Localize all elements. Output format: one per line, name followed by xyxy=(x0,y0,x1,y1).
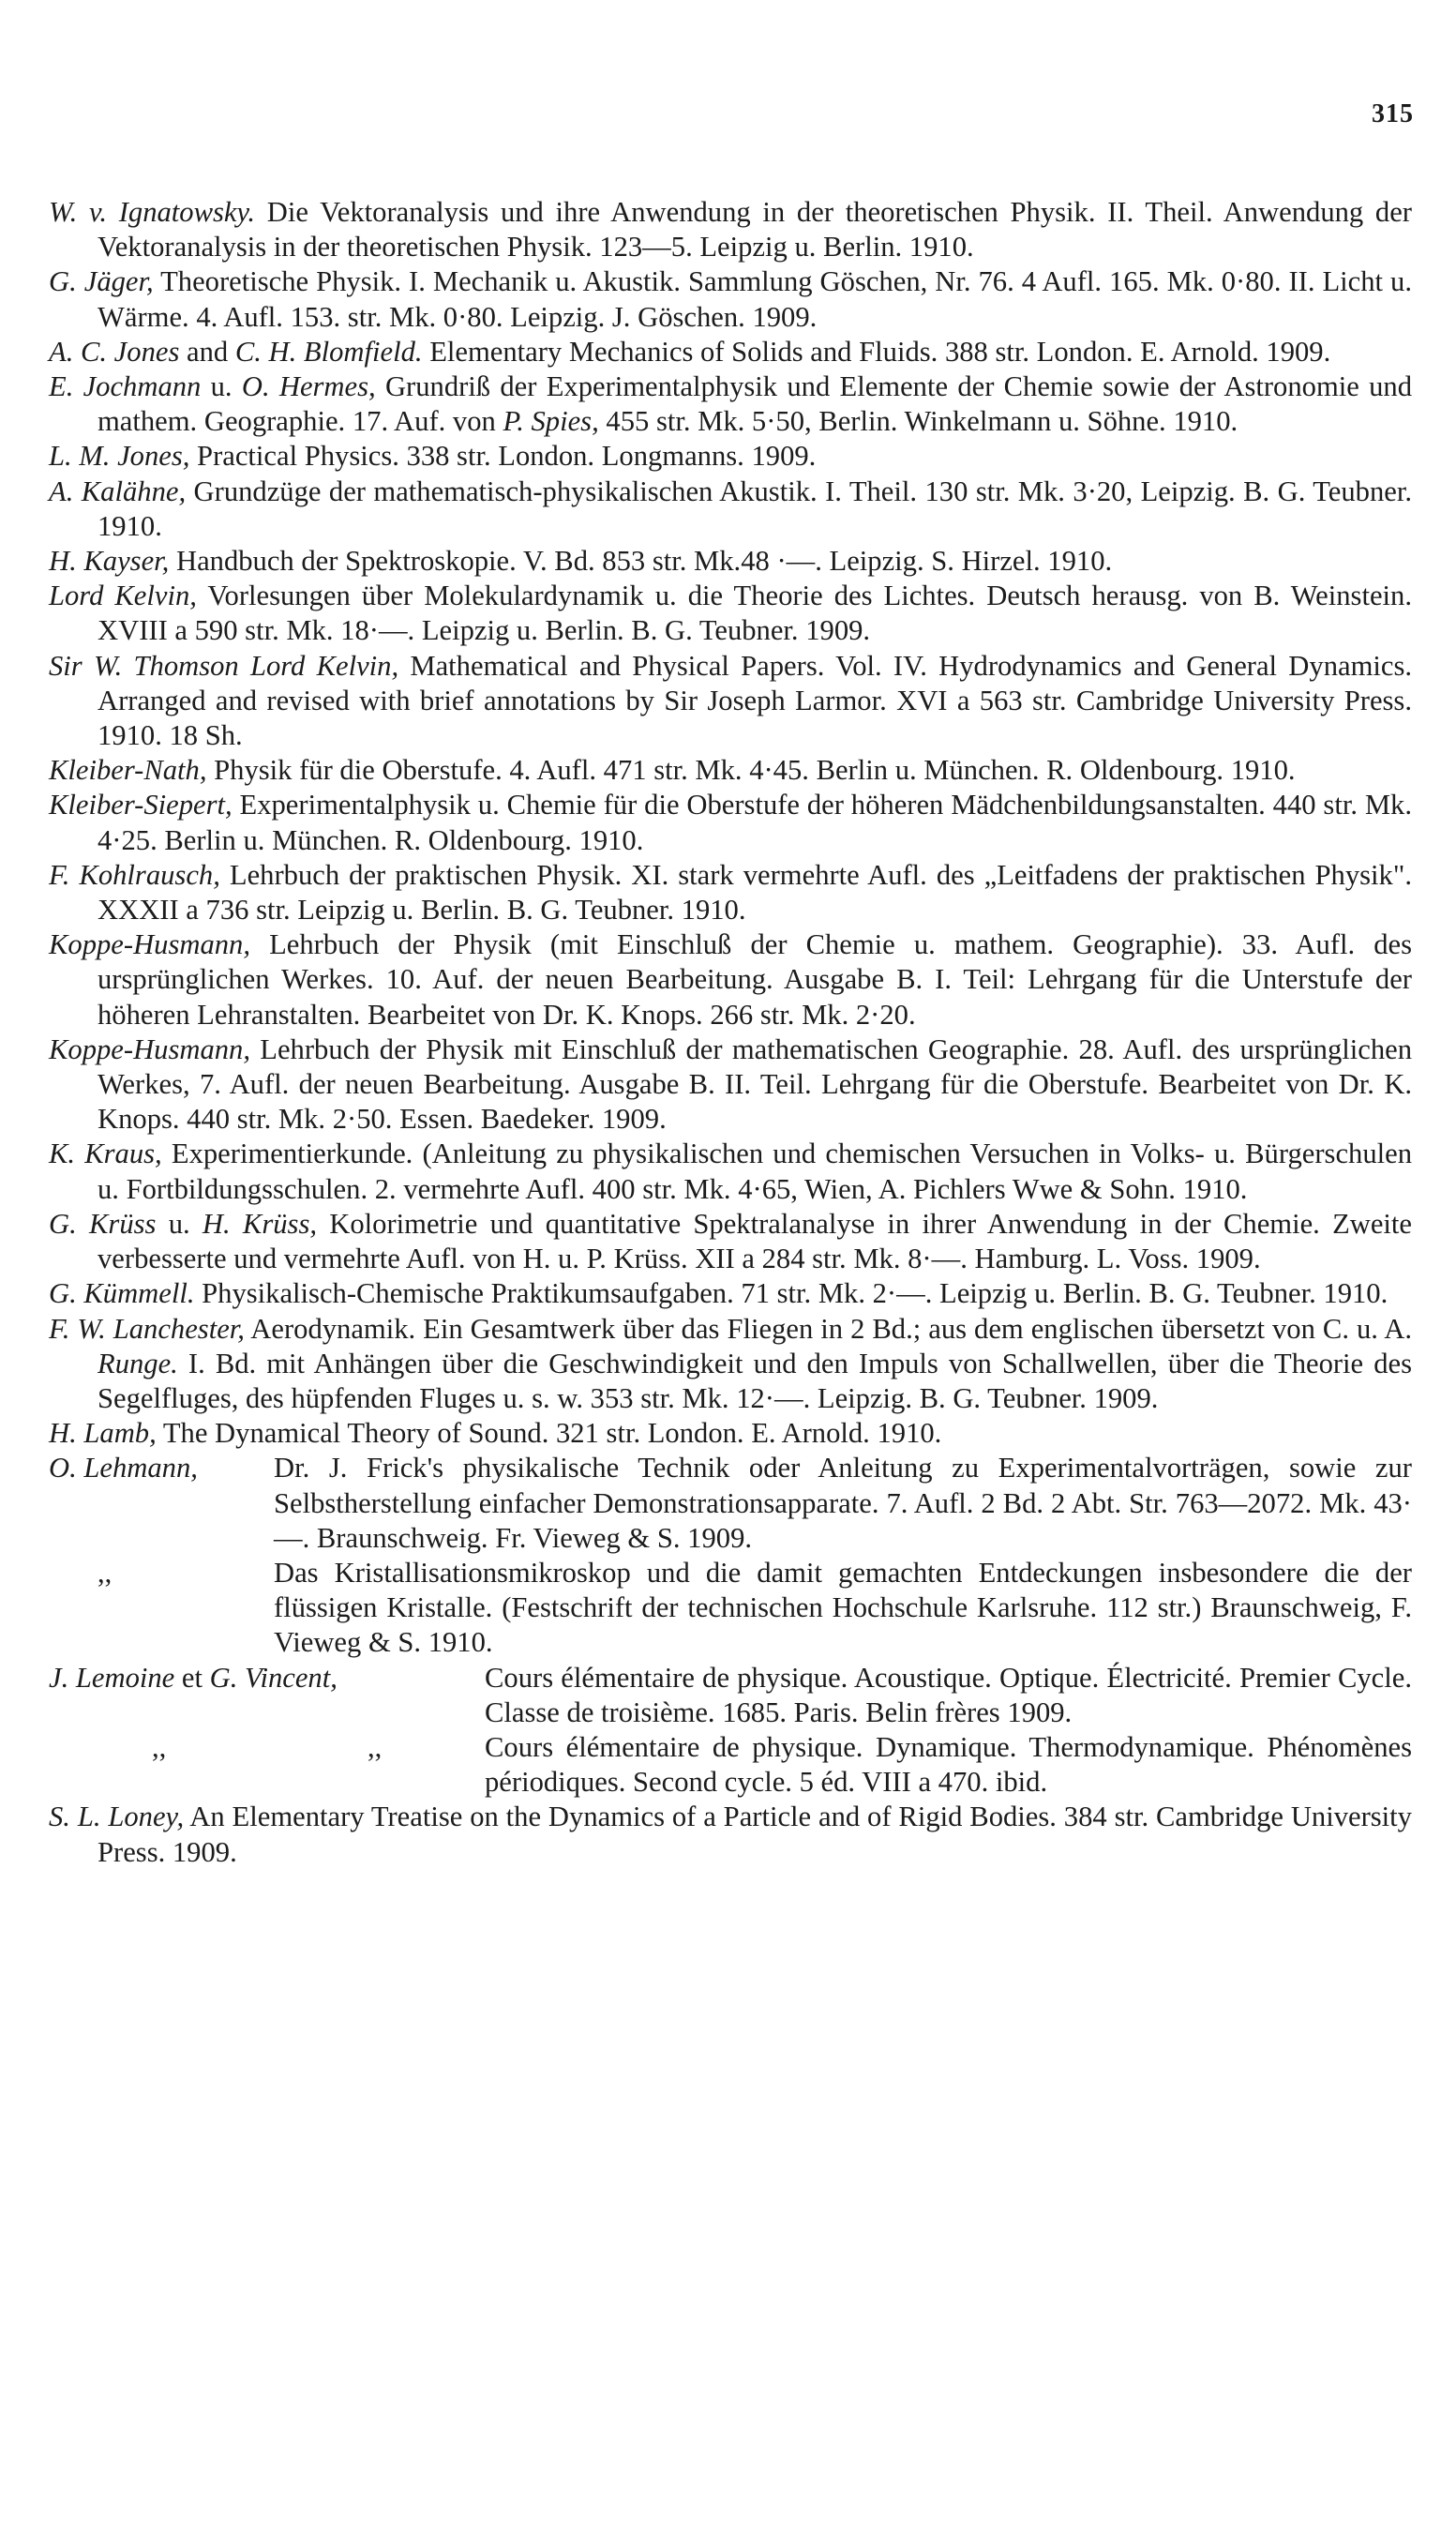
bibliography-entry xyxy=(49,1276,1412,1311)
entry-author: F. Kohlrausch, xyxy=(49,858,220,891)
entry-text: Aerodynamik. Ein Gesamtwerk über das Fliegen in 2 Bd.; aus dem englischen übersetzt von C. u. A. xyxy=(244,1312,1412,1345)
entry-text: Dr. J. Frick's physikalische Technik oder Anleitung zu Experimentalvorträgen, sowie zur Selbstherstellung einfacher Demonstrationsapparate. 7. Aufl. 2 Bd. 2 Abt. Str. 763—2072. Mk. 43·—. Braunschweig. Fr. Vieweg & S. 1909. xyxy=(274,1452,1412,1554)
bibliography-entry xyxy=(49,858,1412,927)
bibliography-entry xyxy=(49,439,1412,474)
entry-connector: and xyxy=(179,335,235,368)
entry-text: Practical Physics. 338 str. London. Longmanns. 1909. xyxy=(189,440,817,473)
bibliography-entry xyxy=(49,1312,1412,1417)
bibliography-entry xyxy=(49,753,1412,788)
entry-author: F. W. Lanchester, xyxy=(49,1312,245,1345)
entry-connector: u. xyxy=(156,1207,203,1240)
entry-author: A. Kalähne, xyxy=(49,475,187,507)
entry-editor: P. Spies, xyxy=(503,405,599,438)
entry-editor: Runge. xyxy=(98,1347,178,1379)
entry-author: O. Lehmann, xyxy=(49,1452,198,1484)
ditto-mark: ,, xyxy=(368,1730,383,1763)
bibliography-entry xyxy=(49,1137,1412,1206)
entry-author: Kleiber-Nath, xyxy=(49,754,207,787)
entry-author: G. Kümmell. xyxy=(49,1277,195,1310)
entry-text: Experimentalphysik u. Chemie für die Oberstufe der höheren Mädchenbildungsanstalten. 440 str. Mk. 4·25. Berlin u. München. R. Oldenbourg. 1910. xyxy=(98,789,1412,856)
entry-author: L. M. Jones, xyxy=(49,440,190,473)
entry-author: E. Jochmann xyxy=(49,370,202,403)
bibliography-entry xyxy=(49,579,1412,648)
entry-author: G. Krüss xyxy=(49,1207,157,1240)
entry-author: J. Lemoine xyxy=(49,1661,175,1694)
entry-text: I. Bd. mit Anhängen über die Geschwindigkeit und den Impuls von Schallwellen, über die Theorie des Segelfluges, des hüpfenden Fluges u. s. w. 353 str. Mk. 12·—. Leipzig. B. G. Teubner. 1909. xyxy=(98,1347,1412,1414)
entry-connector: et xyxy=(174,1661,210,1694)
bibliography-entry xyxy=(49,195,1412,264)
bibliography-entry xyxy=(49,335,1412,369)
entry-text: Kolorimetrie und quantitative Spektralanalyse in ihrer Anwendung in der Chemie. Zweite verbesserte und vermehrte Aufl. von H. u. P. Krüss. XII a 284 str. Mk. 8·—. Hamburg. L. Voss. 1909. xyxy=(98,1207,1413,1275)
entry-text: An Elementary Treatise on the Dynamics of a Particle and of Rigid Bodies. 384 str. Cambridge University Press. 1909. xyxy=(98,1801,1412,1868)
entry-author: W. v. Ignatowsky. xyxy=(49,196,256,228)
entry-text: Grundriß der Experimentalphysik und Elemente der Chemie sowie der Astronomie und mathem. Geographie. 17. Auf. von xyxy=(98,370,1412,438)
entry-text: Theoretische Physik. I. Mechanik u. Akustik. Sammlung Göschen, Nr. 76. 4 Aufl. 165. Mk. 0·80. II. Licht u. Wärme. 4. Aufl. 153. str. Mk. 0·80. Leipzig. J. Göschen. 1909. xyxy=(98,265,1412,333)
bibliography-entry xyxy=(49,927,1412,1032)
entry-author: H. Kayser, xyxy=(49,545,170,578)
entry-text: Das Kristallisationsmikroskop und die damit gemachten Entdeckungen insbesondere die der flüssigen Kristalle. (Festschrift der technischen Hochschule Karlsruhe. 112 str.) Braunschweig, F. Vieweg & S. 1910. xyxy=(274,1556,1412,1659)
entry-text: Elementary Mechanics of Solids and Fluids. 388 str. London. E. Arnold. 1909. xyxy=(422,335,1331,368)
entry-text: Lehrbuch der Physik (mit Einschluß der Chemie u. mathem. Geographie). 33. Aufl. des ursprünglichen Werkes. 10. Auf. der neuen Bearbeitung. Ausgabe B. I. Teil: Lehrgang für die Unterstufe der höheren Lehranstalten. Bearbeitet von Dr. K. Knops. 266 str. Mk. 2·20. xyxy=(98,928,1412,1031)
bibliography-entry xyxy=(49,369,1412,439)
entry-author: Koppe-Husmann, xyxy=(49,1032,250,1065)
bibliography-entry-lehmann xyxy=(49,1451,1412,1660)
bibliography-entry xyxy=(49,649,1412,754)
entry-connector: u. xyxy=(201,370,242,403)
entry-text: Handbuch der Spektroskopie. V. Bd. 853 str. Mk.48 ·—. Leipzig. S. Hirzel. 1910. xyxy=(169,545,1113,578)
ditto-mark: ,, xyxy=(98,1556,113,1589)
bibliography-entry xyxy=(49,1416,1412,1451)
entry-author: H. Lamb, xyxy=(49,1417,157,1450)
bibliography-entry xyxy=(49,1800,1412,1869)
entry-author: G. Jäger, xyxy=(49,265,154,298)
bibliography-entry xyxy=(49,264,1412,334)
entry-author: Sir W. Thomson Lord Kelvin, xyxy=(49,649,399,682)
entry-author: K. Kraus, xyxy=(49,1138,162,1170)
entry-text: Cours élémentaire de physique. Dynamique. Thermodynamique. Phénomènes périodiques. Second cycle. 5 éd. VIII a 470. ibid. xyxy=(485,1730,1412,1799)
bibliography-entry xyxy=(49,544,1412,579)
bibliography-entry xyxy=(49,1032,1412,1138)
entry-text: 455 str. Mk. 5·50, Berlin. Winkelmann u. Söhne. 1910. xyxy=(598,405,1238,438)
entry-text: Physikalisch-Chemische Praktikumsaufgaben. 71 str. Mk. 2·—. Leipzig u. Berlin. B. G. Teubner. 1910. xyxy=(194,1277,1388,1310)
entry-author: A. C. Jones xyxy=(49,335,180,368)
entry-author: S. L. Loney, xyxy=(49,1801,185,1833)
entry-text: Grundzüge der mathematisch-physikalischen Akustik. I. Theil. 130 str. Mk. 3·20, Leipzig. B. G. Teubner. 1910. xyxy=(98,475,1412,542)
bibliography-entry xyxy=(49,1207,1412,1276)
entry-text: Lehrbuch der Physik mit Einschluß der mathematischen Geographie. 28. Aufl. des ursprünglichen Werkes, 7. Aufl. der neuen Bearbeitung. Ausgabe B. II. Teil. Lehrgang für die Oberstufe. Bearbeitet von Dr. K. Knops. 440 str. Mk. 2·50. Essen. Baedeker. 1909. xyxy=(98,1032,1412,1136)
entry-text: Lehrbuch der praktischen Physik. XI. stark vermehrte Aufl. des „Leitfadens der praktischen Physik". XXXII a 736 str. Leipzig u. Berlin. B. G. Teubner. 1910. xyxy=(98,858,1412,927)
bibliography-entry xyxy=(49,475,1412,544)
ditto-mark: ,, xyxy=(152,1730,167,1763)
entry-text: Physik für die Oberstufe. 4. Aufl. 471 str. Mk. 4·45. Berlin u. München. R. Oldenbourg. 1910. xyxy=(206,754,1296,787)
bibliography-entry xyxy=(49,788,1412,857)
entry-text: Cours élémentaire de physique. Acoustique. Optique. Électricité. Premier Cycle. Classe de troisième. 1685. Paris. Belin frères 1909. xyxy=(485,1661,1412,1728)
entry-author: Kleiber-Siepert, xyxy=(49,789,233,821)
page-number: 315 xyxy=(1372,99,1414,128)
entry-author: H. Krüss, xyxy=(202,1207,318,1240)
entry-text: The Dynamical Theory of Sound. 321 str. London. E. Arnold. 1910. xyxy=(156,1417,942,1450)
entry-author: Lord Kelvin, xyxy=(49,580,197,612)
bibliography-entry-lemoine xyxy=(49,1661,1412,1801)
entry-text: Vorlesungen über Molekulardynamik u. die Theorie des Lichtes. Deutsch herausg. von B. Weinstein. XVIII a 590 str. Mk. 18·—. Leipzig u. Berlin. B. G. Teubner. 1909. xyxy=(98,580,1412,647)
bibliography-list xyxy=(49,195,1412,1870)
entry-author: C. H. Blomfield. xyxy=(234,335,423,368)
entry-text: Mathematical and Physical Papers. Vol. IV. Hydrodynamics and General Dynamics. Arranged and revised with brief annotations by Sir Joseph Larmor. XVI a 563 str. Cambridge University Press. 1910. 18 Sh. xyxy=(98,649,1412,752)
entry-text: Die Vektoranalysis und ihre Anwendung in der theoretischen Physik. II. Theil. Anwendung der Vektoranalysis in der theoretischen Physik. 123—5. Leipzig u. Berlin. 1910. xyxy=(98,196,1412,264)
entry-author: O. Hermes, xyxy=(241,370,376,403)
entry-text: Experimentierkunde. (Anleitung zu physikalischen und chemischen Versuchen in Volks- u. Bürgerschulen u. Fortbildungsschulen. 2. vermehrte Aufl. 400 str. Mk. 4·65, Wien, A. Pichlers Wwe & Sohn. 1910. xyxy=(98,1138,1412,1205)
entry-author: Koppe-Husmann, xyxy=(49,928,250,961)
entry-author: G. Vincent, xyxy=(209,1661,338,1694)
